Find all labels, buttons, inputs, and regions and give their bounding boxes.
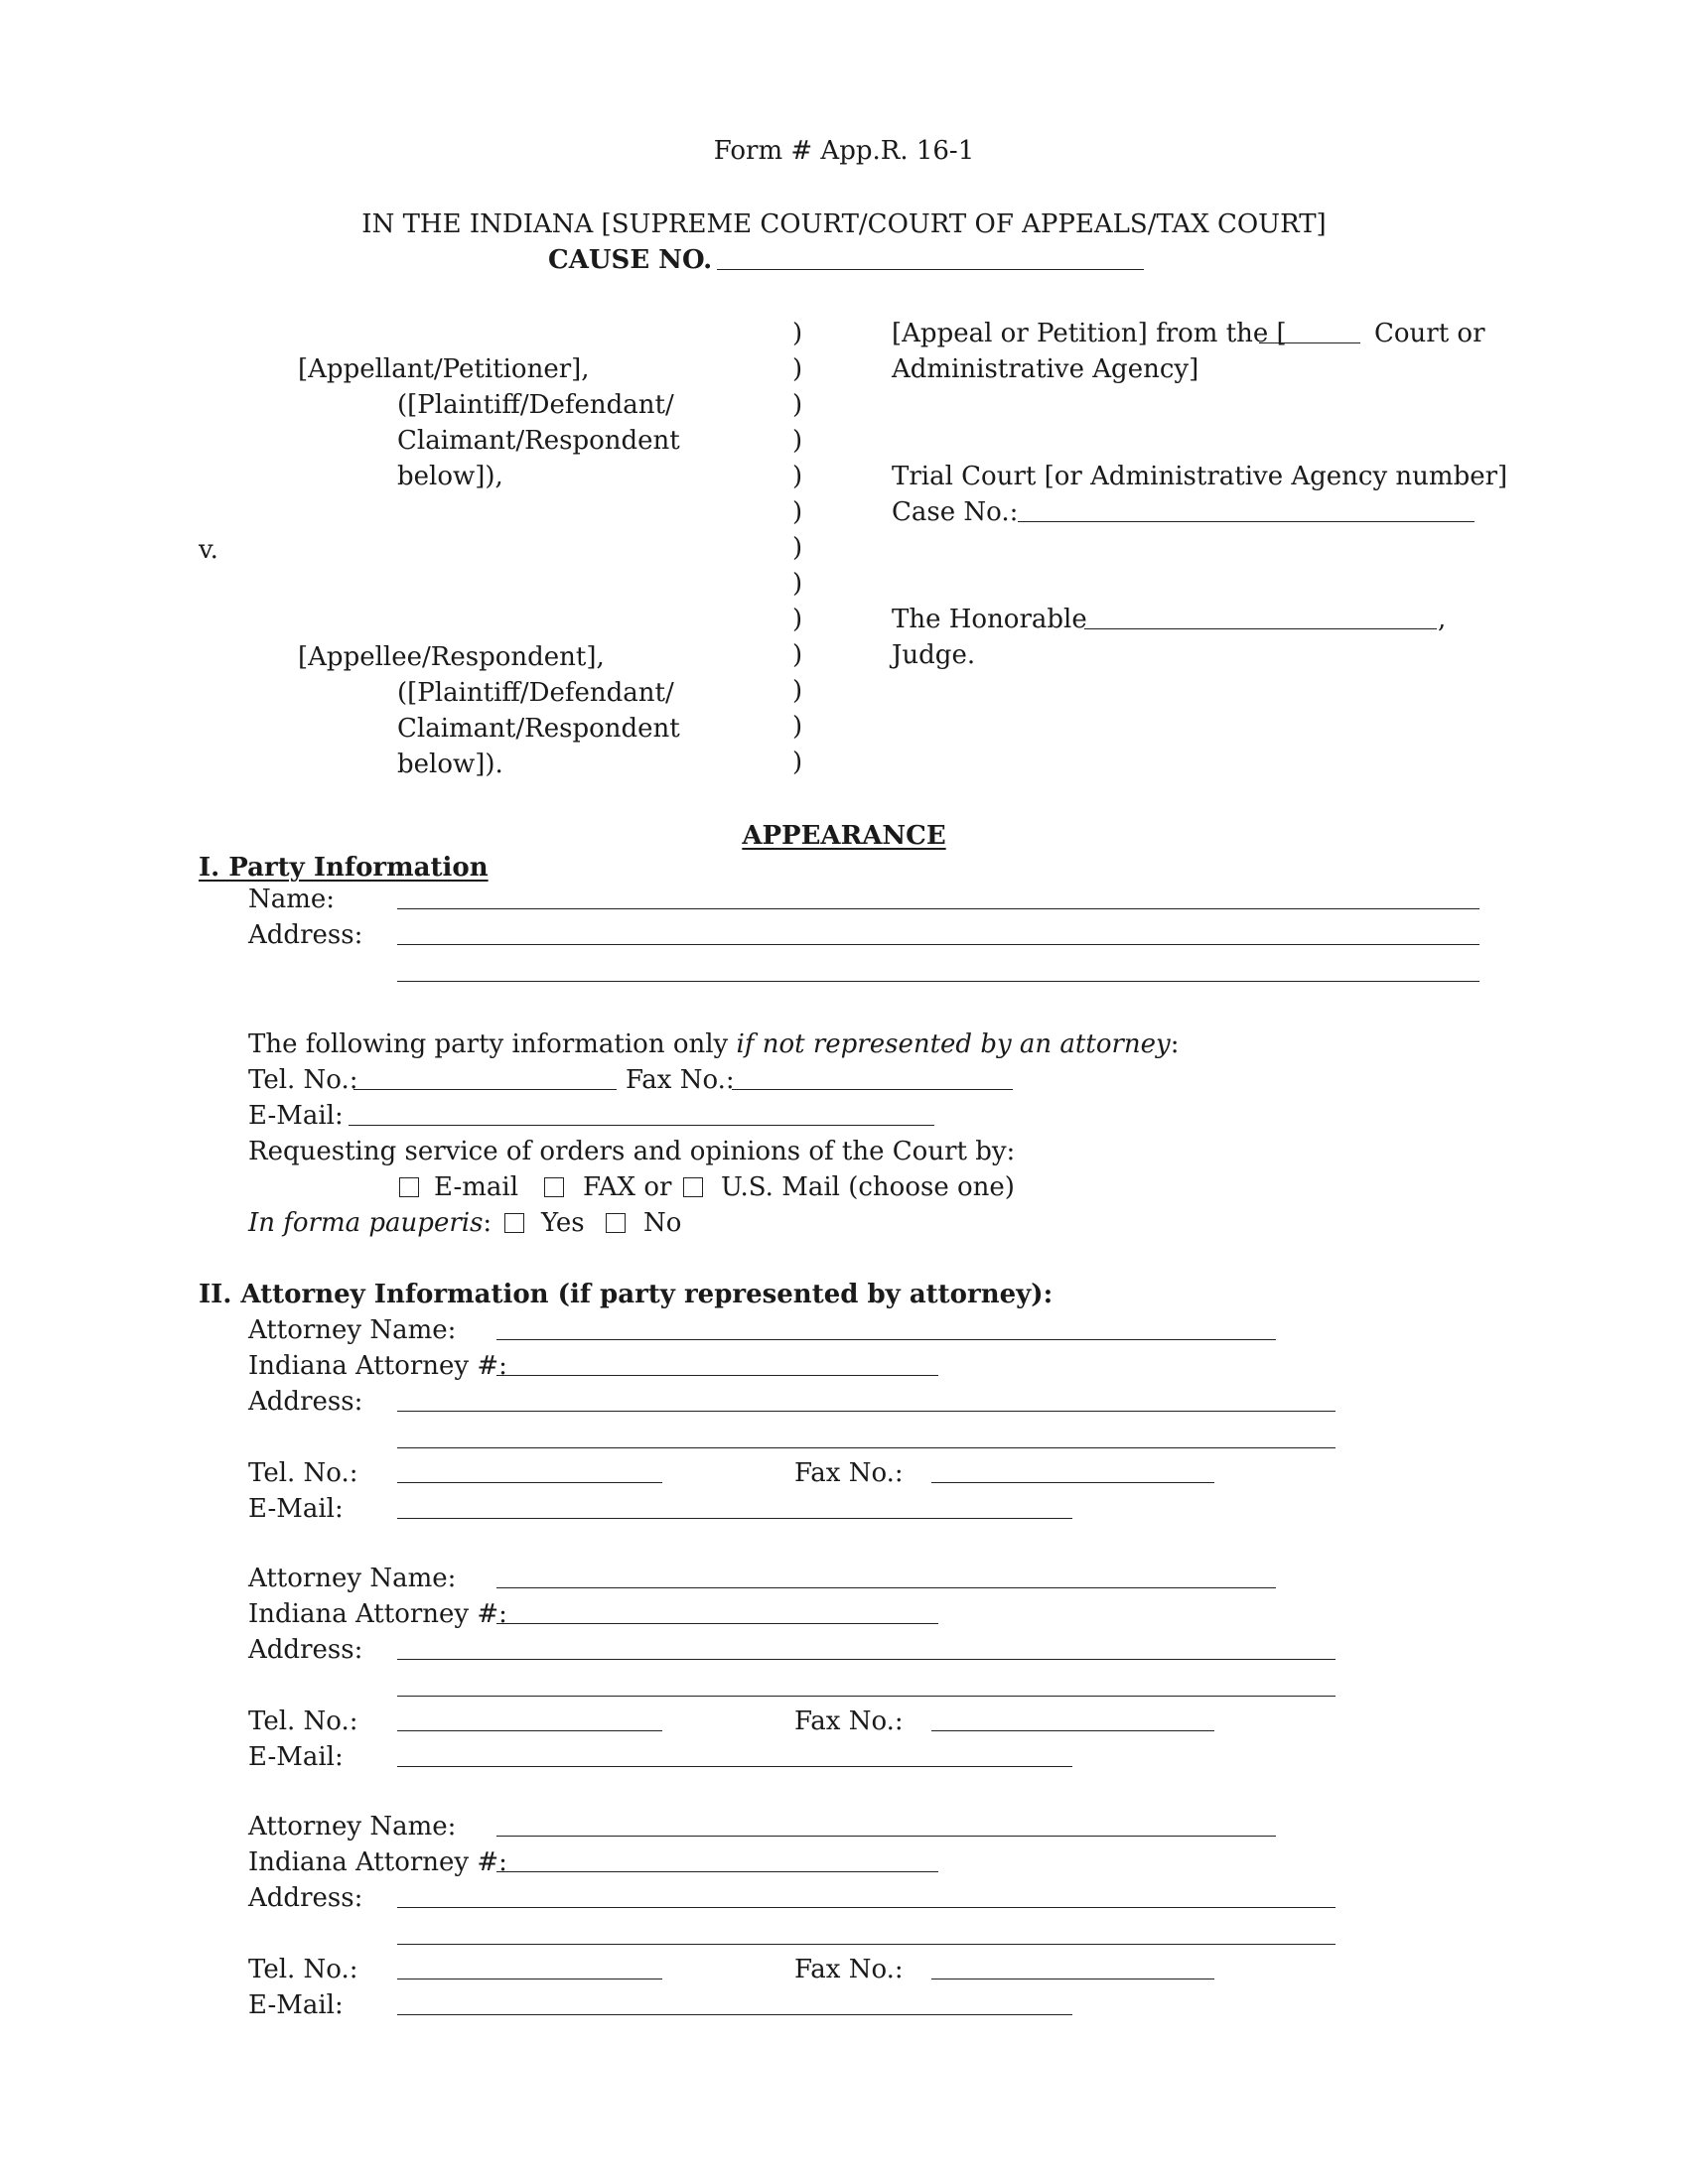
appellee-sub-1: ([Plaintiff/Defendant/ (397, 678, 674, 708)
attorney-name-label: Attorney Name: (248, 1315, 457, 1345)
service-fax-checkbox[interactable] (544, 1177, 564, 1197)
case-number-label: Case No.: (892, 497, 1019, 527)
attorney-tel-label: Tel. No.: (248, 1955, 358, 1984)
lower-court-field[interactable] (1259, 342, 1360, 343)
trial-court-label: Trial Court [or Administrative Agency number] (892, 462, 1508, 491)
attorney-number-field[interactable] (496, 1871, 938, 1872)
caption-paren: ) (792, 497, 803, 527)
attorney-fax-field[interactable] (931, 1730, 1214, 1731)
versus: v. (199, 535, 218, 565)
service-request-text: Requesting service of orders and opinions of the Court by: (248, 1137, 1016, 1166)
case-number-field[interactable] (1018, 521, 1475, 522)
attorney-address-field[interactable] (397, 1907, 1336, 1908)
court-title: IN THE INDIANA [SUPREME COURT/COURT OF APPEALS/TAX COURT] (361, 209, 1327, 239)
caption-paren: ) (792, 748, 803, 777)
party-address-field[interactable] (397, 944, 1479, 945)
party-email-field[interactable] (349, 1125, 934, 1126)
form-number: Form # App.R. 16-1 (713, 136, 975, 166)
appeal-from-court-or: Court or (1374, 319, 1485, 348)
cause-number-label: CAUSE NO. (548, 245, 713, 275)
ifp-yes-label: Yes (541, 1208, 585, 1238)
in-forma-pauperis-label: In forma pauperis: (248, 1208, 492, 1238)
appellant-sub-2: Claimant/Respondent (397, 426, 680, 456)
attorney-number-label: Indiana Attorney #: (248, 1847, 507, 1877)
caption-paren: ) (792, 569, 803, 599)
ifp-no-checkbox[interactable] (606, 1213, 626, 1233)
attorney-number-label: Indiana Attorney #: (248, 1351, 507, 1381)
honorable-comma: , (1438, 605, 1447, 634)
party-section-heading: I. Party Information (199, 853, 489, 883)
attorney-fax-label: Fax No.: (794, 1955, 904, 1984)
attorney-number-label: Indiana Attorney #: (248, 1599, 507, 1629)
cause-number-field[interactable] (717, 269, 1144, 270)
document-title: APPEARANCE (742, 821, 946, 851)
attorney-address-field[interactable] (397, 1411, 1336, 1412)
caption-paren: ) (792, 390, 803, 420)
caption-paren: ) (792, 354, 803, 384)
attorney-fax-label: Fax No.: (794, 1706, 904, 1736)
appellee-sub-3: below]). (397, 750, 503, 779)
attorney-address-field-line-2[interactable] (397, 1696, 1336, 1697)
party-address-label: Address: (248, 920, 363, 950)
attorney-email-field[interactable] (397, 2014, 1072, 2015)
attorney-tel-field[interactable] (397, 1482, 662, 1483)
appellant-label: [Appellant/Petitioner], (298, 354, 590, 384)
party-fax-field[interactable] (732, 1089, 1013, 1090)
attorney-name-label: Attorney Name: (248, 1812, 457, 1842)
ifp-yes-checkbox[interactable] (504, 1213, 524, 1233)
attorney-name-field[interactable] (496, 1339, 1276, 1340)
service-email-label: E-mail (434, 1172, 519, 1202)
caption-paren: ) (792, 712, 803, 742)
attorney-address-label: Address: (248, 1635, 363, 1665)
party-tel-field[interactable] (353, 1089, 617, 1090)
attorney-address-field-line-2[interactable] (397, 1944, 1336, 1945)
caption-paren: ) (792, 676, 803, 706)
attorney-address-field[interactable] (397, 1659, 1336, 1660)
judge-label: Judge. (892, 640, 976, 670)
service-fax-label: FAX or (583, 1172, 672, 1202)
attorney-name-field[interactable] (496, 1587, 1276, 1588)
party-tel-label: Tel. No.: (248, 1065, 358, 1095)
caption-paren: ) (792, 533, 803, 563)
honorable-label: The Honorable (892, 605, 1087, 634)
appellee-sub-2: Claimant/Respondent (397, 714, 680, 744)
appeal-from-agency: Administrative Agency] (892, 354, 1199, 384)
party-fax-label: Fax No.: (626, 1065, 735, 1095)
appellant-sub-1: ([Plaintiff/Defendant/ (397, 390, 674, 420)
attorney-fax-field[interactable] (931, 1482, 1214, 1483)
attorney-email-label: E-Mail: (248, 1494, 344, 1524)
attorney-number-field[interactable] (496, 1623, 938, 1624)
appellee-label: [Appellee/Respondent], (298, 642, 605, 672)
attorney-email-field[interactable] (397, 1518, 1072, 1519)
attorney-email-label: E-Mail: (248, 1742, 344, 1772)
service-mail-checkbox[interactable] (683, 1177, 703, 1197)
party-name-field[interactable] (397, 908, 1479, 909)
caption-paren: ) (792, 426, 803, 456)
attorney-email-field[interactable] (397, 1766, 1072, 1767)
attorney-number-field[interactable] (496, 1375, 938, 1376)
party-address-field-line-2[interactable] (397, 981, 1479, 982)
attorney-tel-label: Tel. No.: (248, 1458, 358, 1488)
party-name-label: Name: (248, 885, 336, 914)
attorney-email-label: E-Mail: (248, 1990, 344, 2020)
appellant-sub-3: below]), (397, 462, 503, 491)
attorney-tel-label: Tel. No.: (248, 1706, 358, 1736)
appeal-from-label: [Appeal or Petition] from the [ (892, 319, 1287, 348)
caption-paren: ) (792, 605, 803, 634)
attorney-name-label: Attorney Name: (248, 1564, 457, 1593)
party-email-label: E-Mail: (248, 1101, 344, 1131)
attorney-tel-field[interactable] (397, 1730, 662, 1731)
attorney-section-heading: II. Attorney Information (if party represented by attorney): (199, 1280, 1054, 1309)
caption-paren: ) (792, 319, 803, 348)
service-mail-label: U.S. Mail (choose one) (721, 1172, 1015, 1202)
attorney-fax-label: Fax No.: (794, 1458, 904, 1488)
attorney-address-label: Address: (248, 1883, 363, 1913)
ifp-no-label: No (643, 1208, 682, 1238)
attorney-address-label: Address: (248, 1387, 363, 1417)
caption-paren: ) (792, 462, 803, 491)
caption-paren: ) (792, 640, 803, 670)
party-unrepresented-note: The following party information only if not represented by an attorney: (248, 1029, 1180, 1059)
attorney-name-field[interactable] (496, 1836, 1276, 1837)
judge-name-field[interactable] (1084, 628, 1437, 629)
attorney-address-field-line-2[interactable] (397, 1447, 1336, 1448)
service-email-checkbox[interactable] (399, 1177, 419, 1197)
